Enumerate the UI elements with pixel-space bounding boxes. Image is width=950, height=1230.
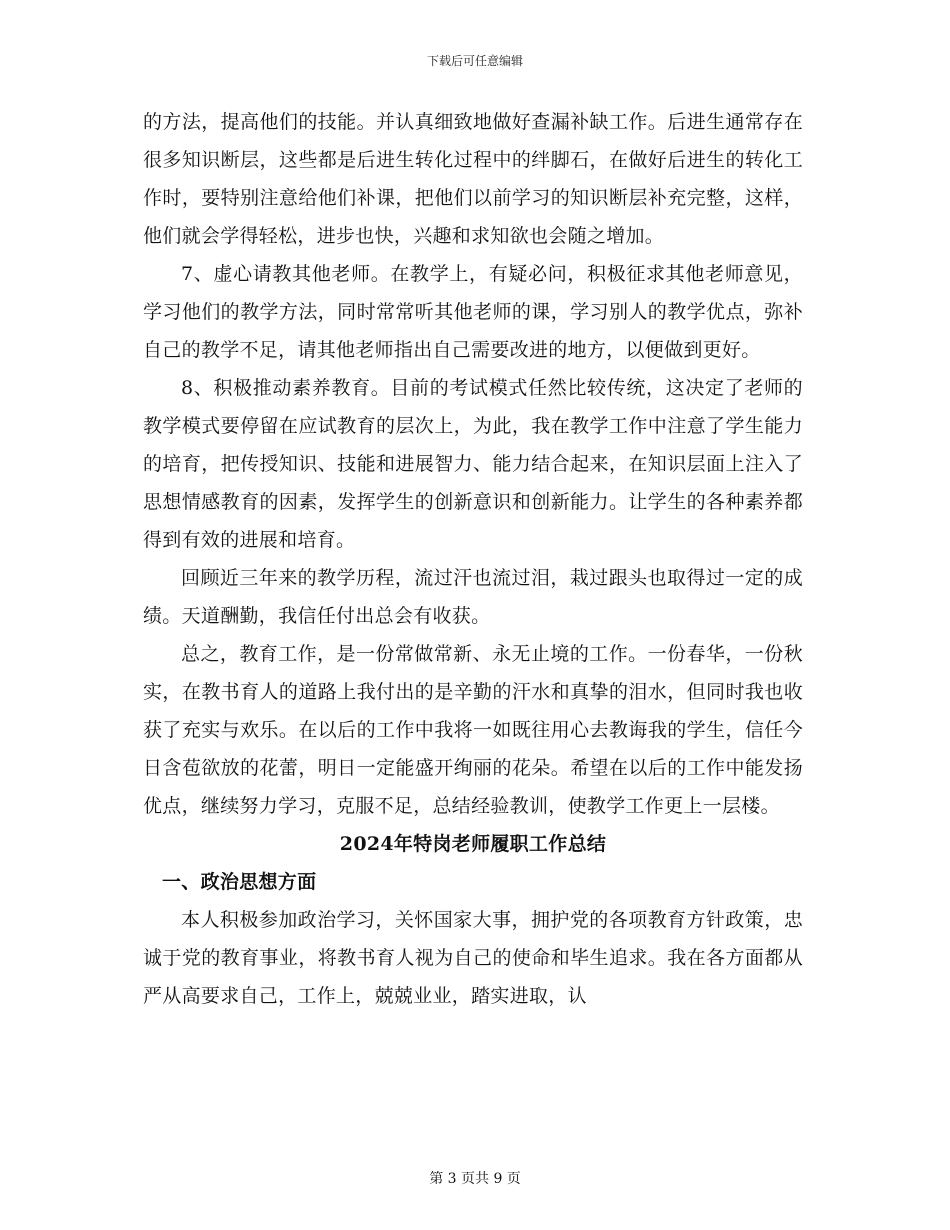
paragraph-item-7: 7、虚心请教其他老师。在教学上，有疑必问，积极征求其他老师意见，学习他们的教学方法，同时常常听其他老师的课，学习别人的教学优点，弥补自己的教学不足，请其他老师指出自己需要改进的地方，以便做到更好。 xyxy=(143,263,803,361)
page-footer: 第 3 页共 9 页 xyxy=(429,1171,521,1187)
paragraph-continuation: 的方法，提高他们的技能。并认真细致地做好查漏补缺工作。后进生通常存在很多知识断层，这些都是后进生转化过程中的绊脚石，在做好后进生的转化工作时，要特别注意给他们补课，把他们以前学习的知识断层补充完整，这样，他们就会学得轻松，进步也快，兴趣和求知欲也会随之增加。 xyxy=(143,111,803,247)
section-title: 2024年特岗老师履职工作总结 xyxy=(339,833,607,855)
document-body xyxy=(143,103,803,1015)
section-paragraph: 本人积极参加政治学习，关怀国家大事，拥护党的各项教育方针政策，忠诚于党的教育事业，将教书育人视为自己的使命和毕生追求。我在各方面都从严从高要求自己，工作上，兢兢业业，踏实进取，认 xyxy=(143,909,803,1007)
paragraph-summary: 总之，教育工作，是一份常做常新、永无止境的工作。一份春华，一份秋实，在教书育人的道路上我付出的是辛勤的汗水和真挚的泪水，但同时我也收获了充实与欢乐。在以后的工作中我将一如既往用心去教诲我的学生，信任今日含苞欲放的花蕾，明日一定能盛开绚丽的花朵。希望在以后的工作中能发扬优点，继续努力学习，克服不足，总结经验教训，使教学工作更上一层楼。 xyxy=(143,643,803,817)
paragraph-item-8: 8、积极推动素养教育。目前的考试模式任然比较传统，这决定了老师的教学模式要停留在应试教育的层次上，为此，我在教学工作中注意了学生能力的培育，把传授知识、技能和进展智力、能力结合起来，在知识层面上注入了思想情感教育的因素，发挥学生的创新意识和创新能力。让学生的各种素养都得到有效的进展和培育。 xyxy=(143,377,803,551)
page-header: 下载后可任意编辑 xyxy=(426,54,523,68)
paragraph-review: 回顾近三年来的教学历程，流过汗也流过泪，栽过跟头也取得过一定的成绩。天道酬勤，我信任付出总会有收获。 xyxy=(143,567,803,627)
section-heading: 一、政治思想方面 xyxy=(162,871,317,893)
